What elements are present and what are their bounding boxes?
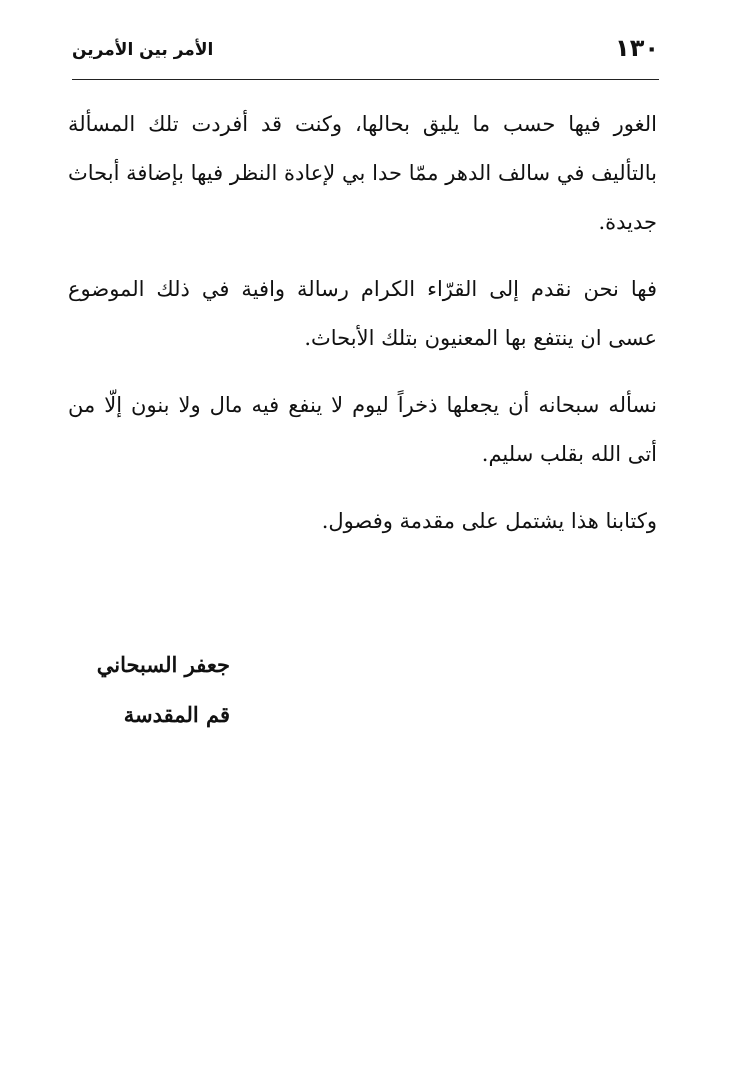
paragraph-1: الغور فيها حسب ما يليق بحالها، وكنت قد أفردت تلك المسألة بالتأليف في سالف الدهر ممّا حدا بي لإعادة النظر فيها بإضافة أبحاث جديدة. bbox=[68, 112, 657, 234]
paragraph-2: فها نحن نقدم إلى القرّاء الكرام رسالة وافية في ذلك الموضوع عسى ان ينتفع بها المعنيون بتلك الأبحاث. bbox=[68, 277, 657, 350]
author-name: جعفر السبحاني bbox=[96, 652, 230, 677]
paragraph-3: نسأله سبحانه أن يجعلها ذخراً ليوم لا ينفع فيه مال ولا بنون إلّا من أتى الله بقلب سليم. bbox=[68, 393, 657, 466]
signature-block bbox=[70, 640, 230, 740]
paragraph-4: وكتابنا هذا يشتمل على مقدمة وفصول. bbox=[321, 509, 657, 533]
author-place: قم المقدسة bbox=[123, 702, 230, 727]
body-text bbox=[68, 100, 657, 564]
header-rule bbox=[72, 79, 659, 80]
page-header bbox=[72, 30, 659, 80]
running-title: الأمر بين الأمرين bbox=[72, 40, 214, 60]
page-number: ١٣٠ bbox=[615, 34, 659, 62]
